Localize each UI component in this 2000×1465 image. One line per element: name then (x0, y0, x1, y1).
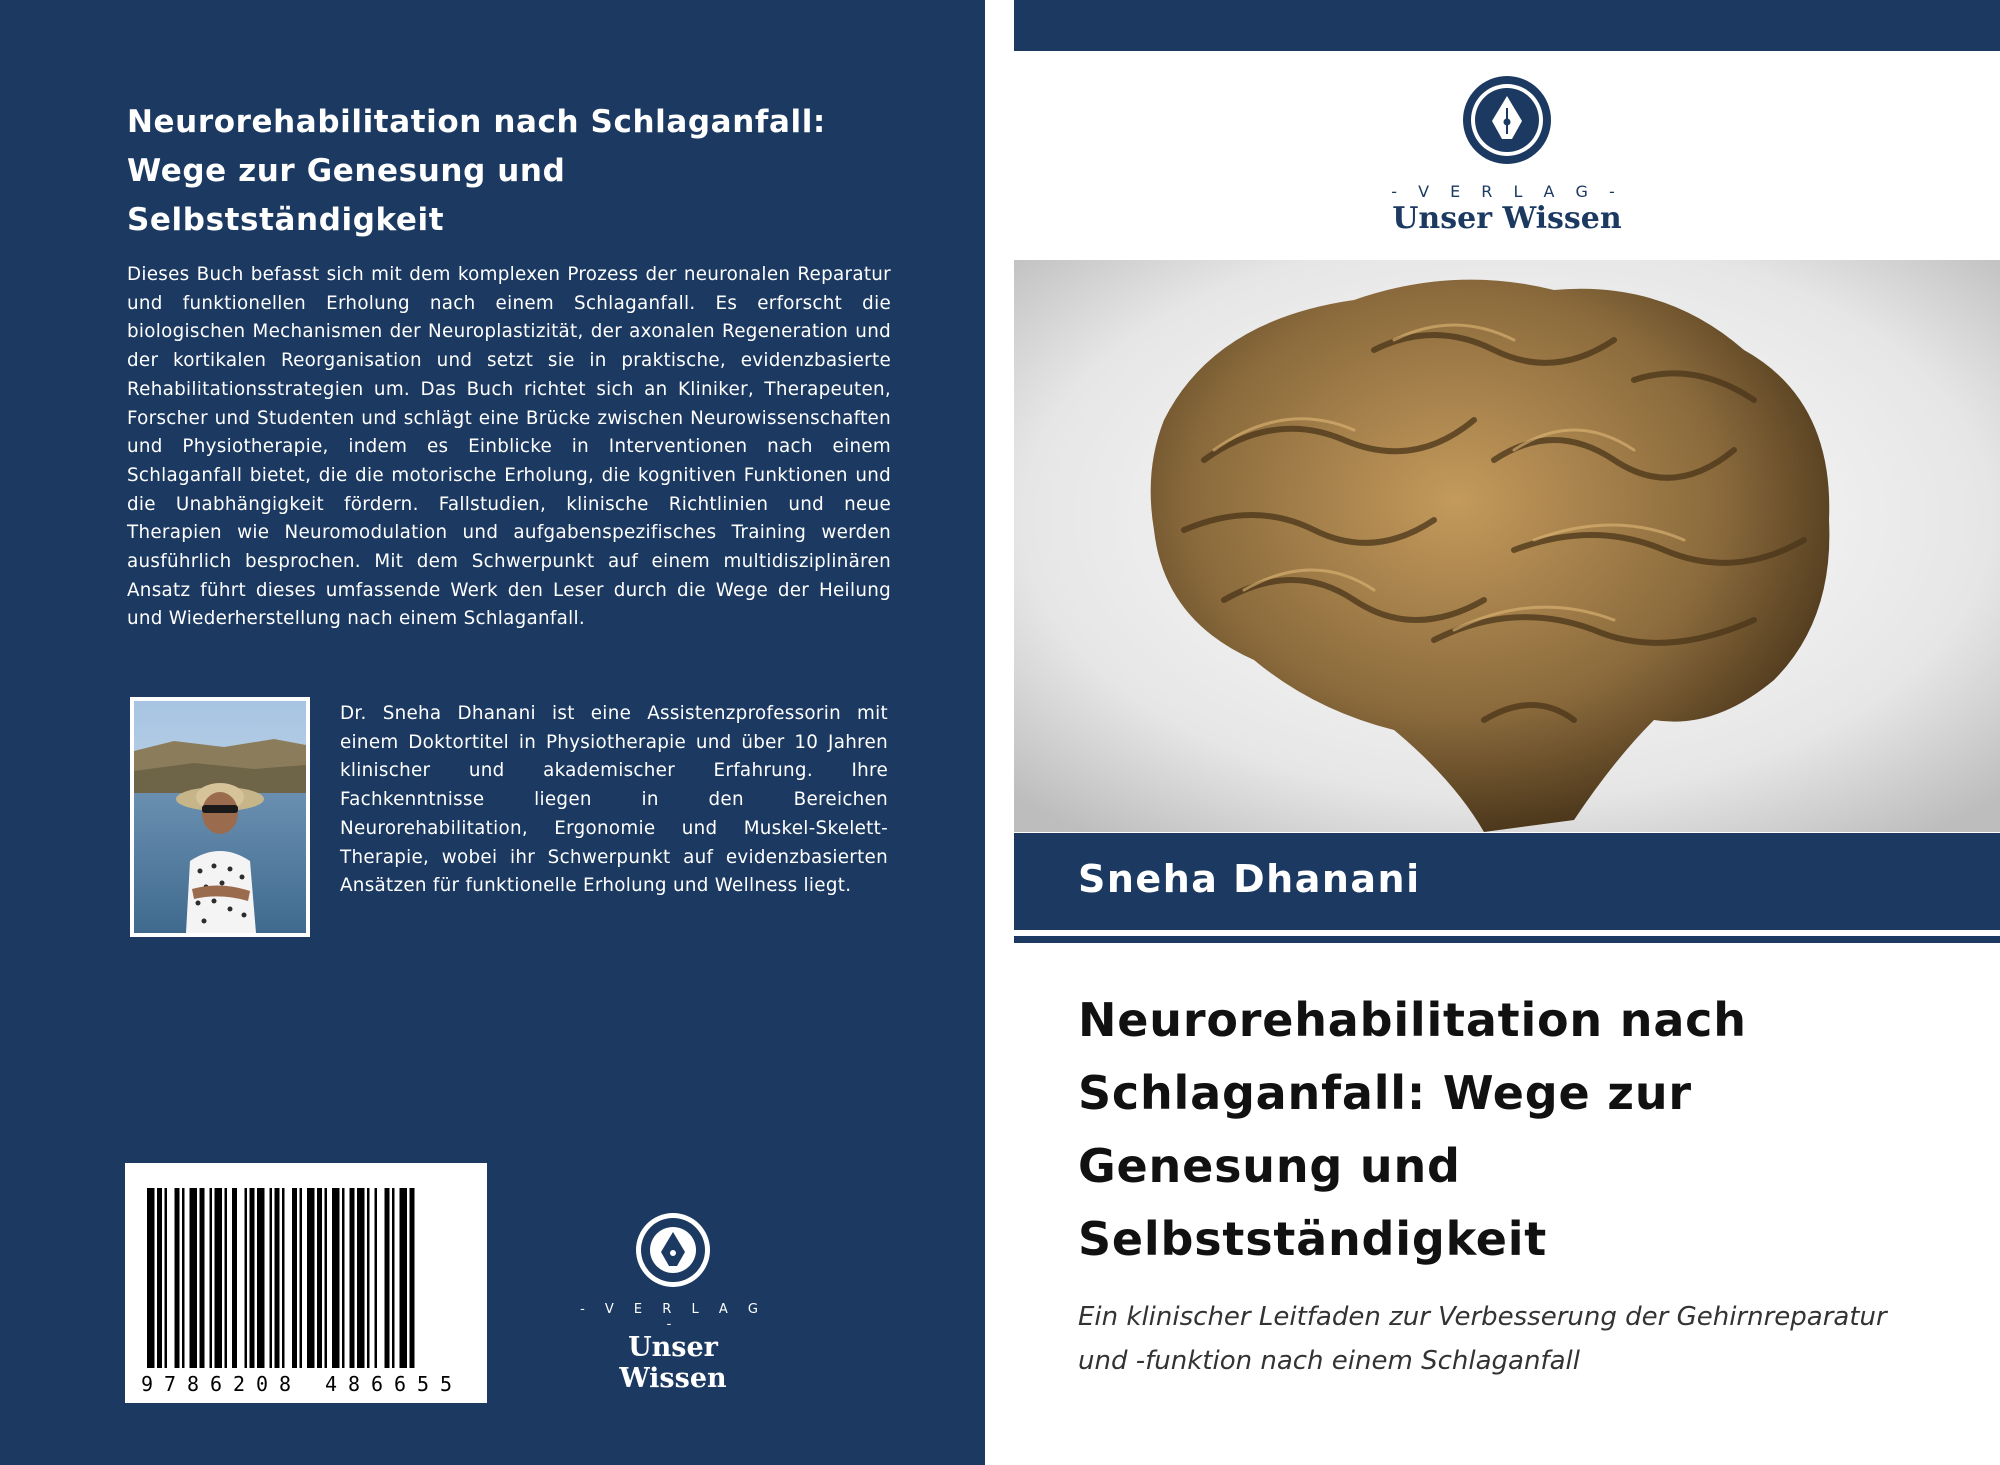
barcode-digit: 5 (417, 1372, 430, 1396)
barcode-bars (125, 1163, 487, 1403)
author-photo-illustration (134, 701, 306, 933)
pen-nib-icon (1377, 72, 1637, 172)
barcode-digit: 6 (371, 1372, 384, 1396)
barcode-bar (182, 1188, 185, 1368)
barcode-bar (375, 1188, 378, 1368)
title-line: Selbstständigkeit (1078, 1212, 1548, 1266)
author-band (1014, 833, 2000, 930)
back-cover (0, 0, 985, 1465)
back-logo-name: Unser Wissen (619, 1332, 727, 1394)
barcode-digit: 2 (233, 1372, 246, 1396)
barcode-bar (190, 1188, 198, 1368)
barcode-bar (332, 1188, 340, 1368)
author-name: Sneha Dhanani (1078, 857, 1421, 901)
front-cover (1014, 0, 2000, 1465)
barcode-bar (210, 1188, 213, 1368)
barcode-bar (245, 1188, 248, 1368)
barcode-digit: 8 (279, 1372, 292, 1396)
barcode-digit: 6 (210, 1372, 223, 1396)
barcode-bar (410, 1188, 415, 1368)
barcode (125, 1163, 487, 1403)
barcode-bar (392, 1188, 395, 1368)
barcode-bar (385, 1188, 390, 1368)
barcode-digit: 8 (348, 1372, 361, 1396)
front-logo-verlag: - V E R L A G - (1391, 182, 1623, 201)
barcode-bar (257, 1188, 265, 1368)
rope-brain-illustration (1014, 260, 2000, 832)
author-photo (130, 697, 310, 937)
barcode-bar (157, 1188, 162, 1368)
subtitle-line: und -funktion nach einem Schlaganfall (1078, 1346, 1580, 1376)
barcode-bar (367, 1188, 370, 1368)
front-cover-subtitle (1078, 1295, 1958, 1383)
front-top-bar (1014, 0, 2000, 51)
barcode-digit: 8 (187, 1372, 200, 1396)
barcode-bar (147, 1188, 155, 1368)
barcode-bar (275, 1188, 280, 1368)
barcode-bar (200, 1188, 205, 1368)
rope-brain-image (1014, 260, 2000, 832)
pen-nib-icon (573, 1210, 773, 1290)
front-publisher-logo (1377, 72, 1637, 236)
back-cover-blurb: Dieses Buch befasst sich mit dem komplexen Prozess der neuronalen Reparatur und funktionellen Erholung nach einem Schlaganfall. Es erforscht die biologischen Mechanismen der Neuroplastizität, der axonalen Regeneration und der kortikalen Reorganisation und setzt sie in praktische, evidenzbasierte Rehabilitationsstrategien um. Das Buch richtet sich an Kliniker, Therapeuten, Forscher und Studenten und schlägt eine Brücke zwischen Neurowissenschaften und Physiotherapie, indem es Einblicke in Interventionen nach einem Schlaganfall bietet, die die motorische Erholung, die kognitiven Funktionen und die Unabhängigkeit fördern. Fallstudien, klinische Richtlinien und neue Therapien wie Neuromodulation und aufgabenspezifisches Training werden ausführlich besprochen. Mit dem Schwerpunkt auf einem multidisziplinären Ansatz führt dieses umfassende Werk den Leser durch die Wege der Heilung und Wiederherstellung nach einem Schlaganfall. (127, 264, 891, 630)
author-bio: Dr. Sneha Dhanani ist eine Assistenzprofessorin mit einem Doktortitel in Physiotherapie und über 10 Jahren klinischer und akademischer Erfahrung. Ihre Fachkenntnisse liegen in den Bereichen Neurorehabilitation, Ergonomie und Muskel-Skelett-Therapie, wobei ihr Schwerpunkt auf evidenzbasierten Ansätzen für funktionelle Erholung und Wellness liegt. (340, 703, 888, 897)
barcode-bar (225, 1188, 228, 1368)
back-publisher-logo (573, 1210, 773, 1394)
title-line: Schlaganfall: Wege zur (1078, 1066, 1692, 1120)
barcode-digit: 6 (394, 1372, 407, 1396)
barcode-bar (325, 1188, 328, 1368)
barcode-bar (317, 1188, 322, 1368)
front-logo-name: Unser Wissen (1392, 201, 1622, 236)
divider (1014, 936, 2000, 943)
barcode-bar (307, 1188, 315, 1368)
back-logo-verlag: - V E R L A G - (580, 1302, 766, 1332)
barcode-bar (250, 1188, 255, 1368)
barcode-digit: 0 (256, 1372, 269, 1396)
barcode-digit: 9 (141, 1372, 154, 1396)
barcode-bar (165, 1188, 168, 1368)
title-line: Neurorehabilitation nach (1078, 993, 1747, 1047)
barcode-bar (400, 1188, 408, 1368)
barcode-digit: 5 (440, 1372, 453, 1396)
barcode-digit: 4 (325, 1372, 338, 1396)
barcode-bar (282, 1188, 285, 1368)
barcode-bar (300, 1188, 303, 1368)
barcode-bar (350, 1188, 355, 1368)
barcode-bar (232, 1188, 237, 1368)
barcode-bar (270, 1188, 273, 1368)
front-cover-title (1078, 984, 1958, 1276)
back-cover-title: Neurorehabilitation nach Schlaganfall: Wege zur Genesung und Selbstständigkeit (127, 104, 826, 238)
barcode-bar (215, 1188, 223, 1368)
barcode-bar (292, 1188, 297, 1368)
title-line: Genesung und (1078, 1139, 1461, 1193)
barcode-bar (342, 1188, 345, 1368)
barcode-digit: 7 (164, 1372, 177, 1396)
barcode-bar (357, 1188, 365, 1368)
barcode-bar (175, 1188, 180, 1368)
subtitle-line: Ein klinischer Leitfaden zur Verbesserung der Gehirnreparatur (1078, 1302, 1887, 1332)
